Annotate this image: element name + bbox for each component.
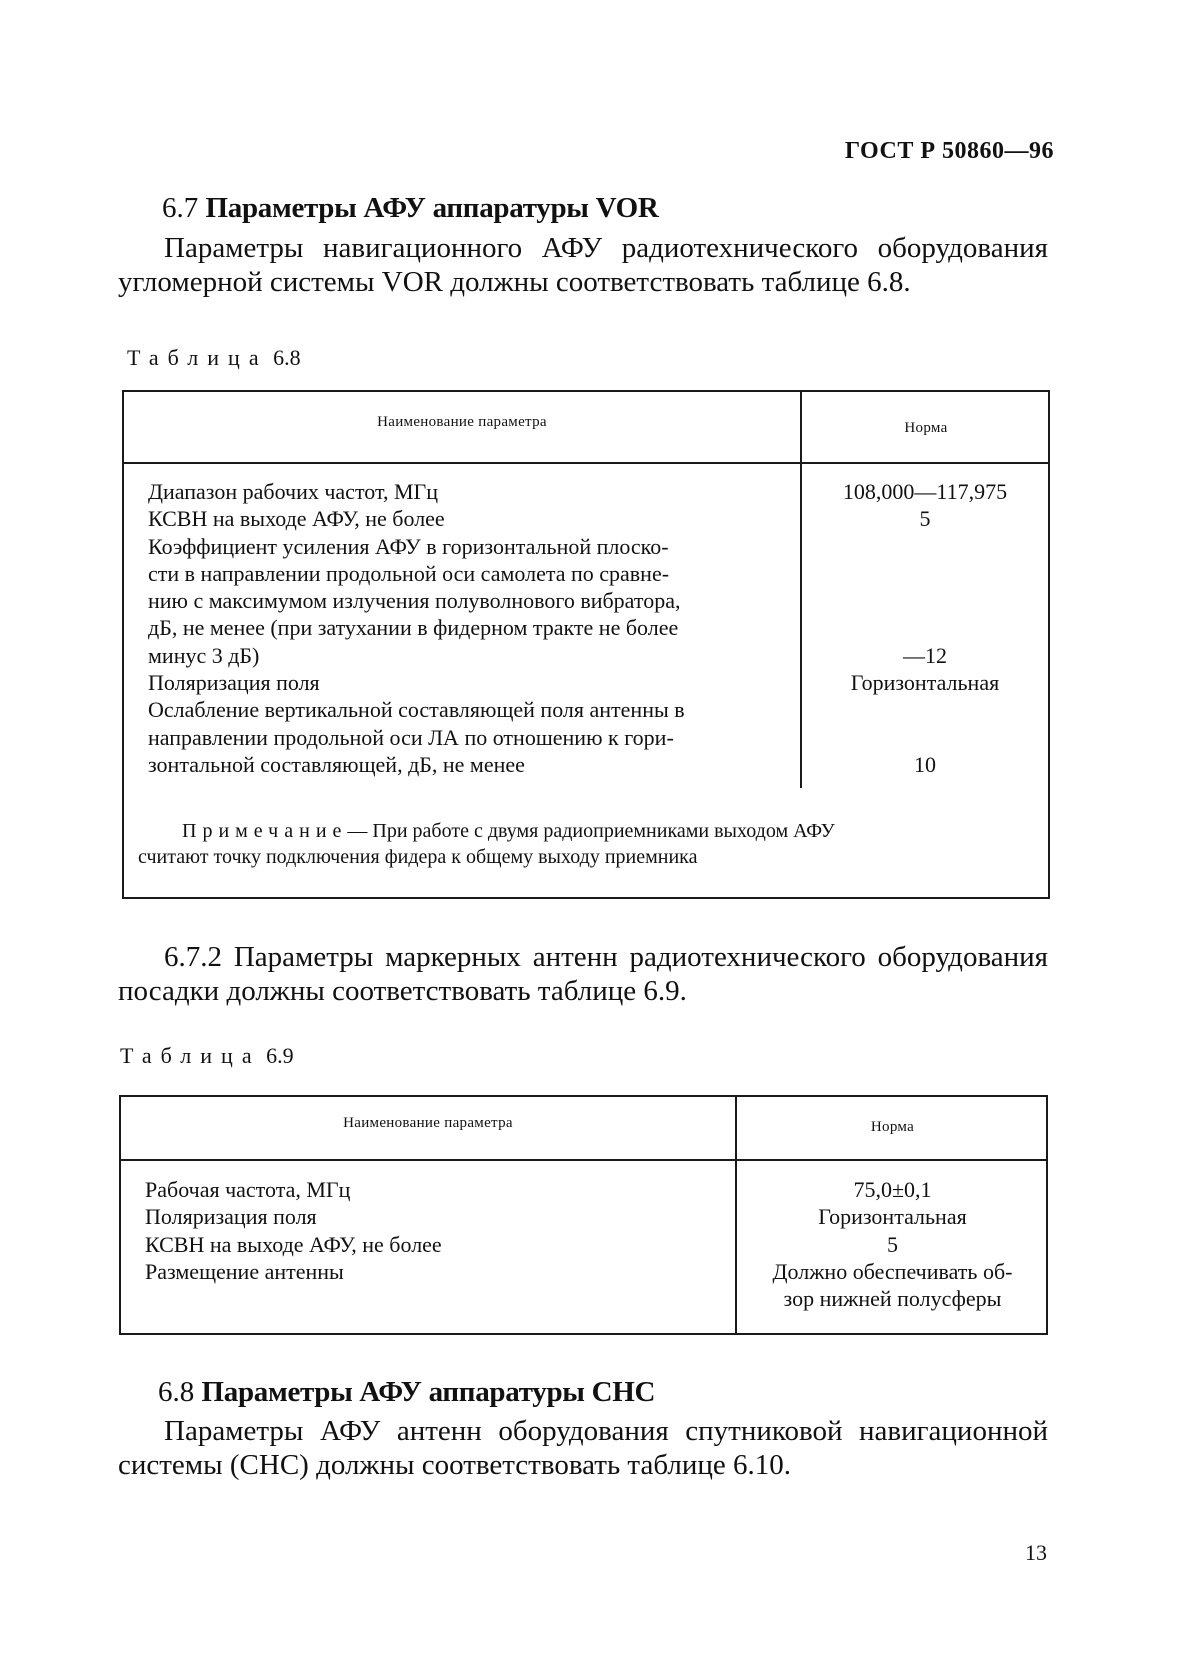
table-6-8	[122, 390, 1050, 899]
note-text: — При работе с двумя радиоприемниками выходом АФУ	[347, 820, 835, 842]
table-cell-norm: зор нижней полусферы	[783, 1286, 1002, 1312]
table-row-text: дБ, не менее (при затухании в фидерном тракте не более	[148, 615, 679, 641]
norm-column	[804, 478, 1046, 778]
norm-column	[739, 1176, 1046, 1312]
table-row-text: зонтальной составляющей, дБ, не менее	[148, 751, 525, 777]
table-cell-norm: —12	[903, 642, 947, 668]
table-6-8-caption	[127, 345, 301, 371]
table-row-text: Коэффициент усиления АФУ в горизонтальной плоско-	[148, 533, 669, 559]
section-title: Параметры АФУ аппаратуры СНС	[201, 1376, 656, 1408]
table-6-9	[119, 1095, 1048, 1335]
column-header-parameter: Наименование параметра	[343, 1115, 513, 1131]
section-6-8-paragraph	[118, 1414, 1048, 1482]
section-number: 6.7	[162, 192, 199, 224]
table-6-9-caption	[120, 1043, 294, 1069]
table-cell-norm	[804, 587, 1046, 614]
section-number: 6.8	[158, 1376, 195, 1408]
table-row-text: КСВН на выходе АФУ, не более	[148, 506, 445, 532]
section-title: Параметры АФУ аппаратуры VOR	[205, 192, 659, 224]
note-label: Примечание	[182, 820, 348, 842]
column-header-norm: Норма	[870, 1119, 915, 1135]
column-header-norm: Норма	[904, 420, 948, 436]
column-header-parameter: Наименование параметра	[377, 414, 547, 430]
section-6-7-2-paragraph	[118, 940, 1048, 1008]
column-divider	[800, 392, 802, 788]
table-cell-norm	[804, 560, 1046, 587]
table-row-text: направлении продольной оси ЛА по отношению к гори-	[148, 724, 674, 750]
note-second-line: считают точку подключения фидера к общему выходу приемника	[138, 846, 698, 868]
table-cell-norm	[804, 724, 1046, 751]
section-number: 6.7.2	[164, 941, 222, 973]
table-row-text: Поляризация поля	[148, 670, 320, 696]
section-6-7-heading	[162, 192, 659, 225]
table-cell-norm: 10	[914, 751, 936, 777]
note-first-line	[182, 817, 1042, 845]
table-cell-norm: 5	[887, 1231, 898, 1257]
table-caption-word: Таблица	[120, 1043, 261, 1068]
table-row-text: Диапазон рабочих частот, МГц	[148, 479, 438, 504]
table-row-text: Ослабление вертикальной составляющей поля антенны в	[148, 697, 685, 723]
table-cell-norm: 108,000—117,975	[842, 479, 1008, 504]
parameter-column	[145, 1176, 733, 1285]
table-row-text: Размещение антенны	[145, 1258, 344, 1284]
table-cell-norm: Горизонтальная	[818, 1204, 967, 1230]
table-cell-norm: 5	[919, 506, 931, 532]
table-cell-norm: Горизонтальная	[850, 670, 1000, 696]
table-row-text: минус 3 дБ)	[148, 642, 260, 668]
table-cell-norm: Должно обеспечивать об-	[772, 1258, 1013, 1284]
header-rule	[124, 462, 1048, 464]
parameter-column	[148, 478, 798, 778]
table-row-text: КСВН на выходе АФУ, не более	[145, 1231, 442, 1257]
table-row-text: нию с максимумом излучения полуволнового вибратора,	[148, 588, 681, 614]
table-cell-norm: 75,0±0,1	[853, 1177, 932, 1202]
table-caption-word: Таблица	[127, 345, 268, 370]
standard-designation: ГОСТ Р 50860—96	[844, 138, 1054, 164]
table-caption-number: 6.8	[273, 345, 301, 370]
paragraph-text: Параметры навигационного АФУ радиотехнического оборудования угломерной системы VOR должны соответствовать таблице 6.8.	[118, 232, 1048, 298]
table-note	[182, 817, 1042, 845]
table-caption-number: 6.9	[266, 1043, 294, 1068]
paragraph-text: Параметры маркерных антенн радиотехнического оборудования посадки должны соответствовать таблице 6.9.	[118, 941, 1048, 1007]
table-cell-norm	[804, 614, 1046, 641]
table-cell-norm	[804, 533, 1046, 560]
table-row-text: Поляризация поля	[145, 1204, 317, 1230]
table-cell-norm	[804, 696, 1046, 723]
header-rule	[121, 1159, 1046, 1161]
section-6-7-paragraph	[118, 231, 1048, 299]
table-row-text: сти в направлении продольной оси самолета по сравне-	[148, 560, 670, 586]
page-number: 13	[1025, 1540, 1047, 1565]
paragraph-text: Параметры АФУ антенн оборудования спутниковой навигационной системы (СНС) должны соответствовать таблице 6.10.	[118, 1415, 1048, 1481]
table-row-text: Рабочая частота, МГц	[145, 1177, 351, 1202]
section-6-8-heading	[158, 1376, 655, 1409]
